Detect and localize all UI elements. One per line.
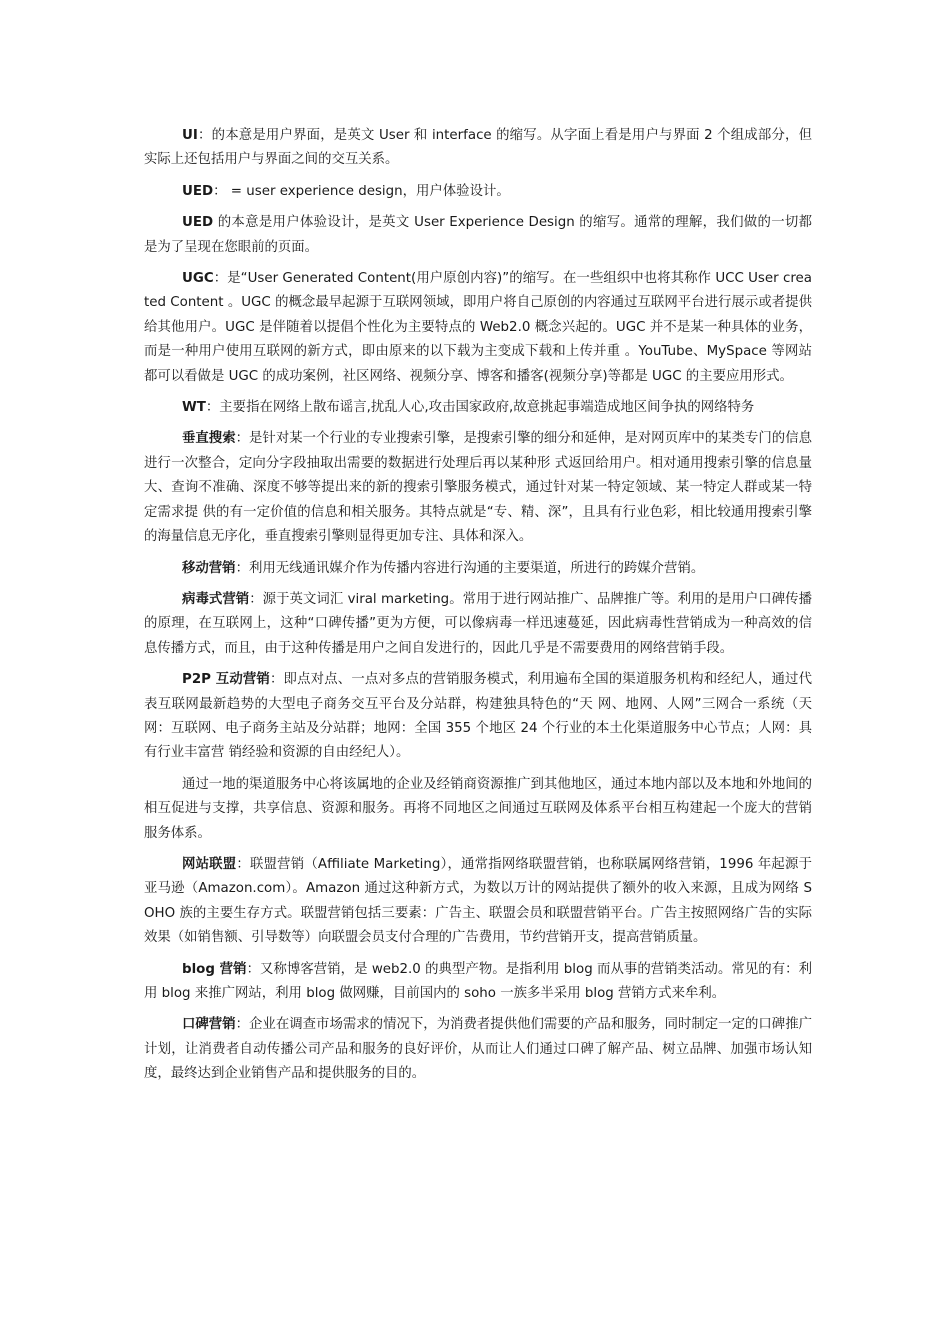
term-label: blog 营销 [182, 961, 247, 977]
term-label: 垂直搜索 [182, 431, 236, 447]
definition-text: ：即点对点、一点对多点的营销服务模式，利用遍布全国的渠道服务机构和经纪人，通过代表互联网最新趋势的大型电子商务交互平台及分站群，构建独具特色的“天 网、地网、人网”三网合一系统（天网：互联网、电子商务主站及分站群；地网：全国 355 个地区 24 个行业的本土化渠道服务中心节点；人网：具有行业丰富营 销经验和资源的自由经纪人）。 [144, 672, 813, 761]
paragraph-blog-marketing [144, 958, 812, 1007]
paragraph-p2p-marketing [144, 668, 812, 766]
term-label: UI [182, 128, 198, 143]
paragraph-word-of-mouth [144, 1013, 812, 1086]
definition-text: ：主要指在网络上散布谣言,扰乱人心,攻击国家政府,故意挑起事端造成地区间争执的网络特务 [205, 400, 755, 416]
term-label: 病毒式营销 [182, 591, 250, 607]
paragraph-mobile-marketing [144, 557, 812, 581]
paragraph-affiliate [144, 853, 812, 951]
definition-text: 通过一地的渠道服务中心将该属地的企业及经销商资源推广到其他地区，通过本地内部以及本地和外地间的相互促进与支撑，共享信息、资源和服务。再将不同地区之间通过互联网及体系平台相互构建起一个庞大的营销服务体系。 [144, 776, 812, 841]
term-label: WT [182, 400, 206, 416]
definition-text: ：的本意是用户界面，是英文 User 和 interface 的缩写。从字面上看是用户与界面 2 个组成部分，但实际上还包括用户与界面之间的交互关系。 [144, 128, 812, 168]
definition-text: ：联盟营销（Affiliate Marketing），通常指网络联盟营销，也称联属网络营销，1996 年起源于亚马逊（Amazon.com）。Amazon 通过这种新方式，为数以万计的网站提供了额外的收入来源，且成为网络 SOHO 族的主要生存方式。联盟营销包括三要素：广告主、联盟会员和联盟营销平台。广告主按照网络广告的实际效果（如销售额、引导数等）向联盟会员支付合理的广告费用，节约营销开支，提高营销质量。 [144, 856, 812, 946]
term-label: P2P 互动营销 [182, 672, 270, 688]
term-label: UED [182, 183, 214, 199]
paragraph-p2p-continued [144, 773, 812, 846]
paragraph-ued-short [144, 180, 812, 204]
definition-text: ：又称博客营销，是 web2.0 的典型产物。是指利用 blog 而从事的营销类活动。常见的有：利用 blog 来推广网站，利用 blog 做网赚，目前国内的 soho 一族多半采用 blog 营销方式来牟利。 [144, 961, 813, 1001]
definition-text: ： = user experience design，用户体验设计。 [213, 183, 510, 199]
paragraph-viral-marketing [144, 588, 812, 661]
document-page [144, 124, 812, 1094]
term-label: UGC [182, 271, 214, 287]
paragraph-ui [144, 124, 812, 173]
paragraph-ued-long [144, 211, 812, 260]
definition-text: ：是针对某一个行业的专业搜索引擎，是搜索引擎的细分和延伸，是对网页库中的某类专门的信息进行一次整合，定向分字段抽取出需要的数据进行处理后再以某种形 式返回给用户。相对通用搜索引擎的信息量大、查询不准确、深度不够等提出来的新的搜索引擎服务模式，通过针对某一特定领域、某一特定人群或某一特定需求提 供的有一定价值的信息和相关服务。其特点就是“专、精、深”，且具有行业色彩，相比较通用搜索引擎的海量信息无序化，垂直搜索引擎则显得更加专注、具体和深入。 [144, 431, 813, 545]
definition-text: ：源于英文词汇 viral marketing。常用于进行网站推广、品牌推广等。利用的是用户口碑传播的原理，在互联网上，这种“口碑传播”更为方便，可以像病毒一样迅速蔓延，因此病毒性营销成为一种高效的信息传播方式，而且，由于这种传播是用户之间自发进行的，因此几乎是不需要费用的网络营销手段。 [144, 591, 813, 656]
definition-text: ：企业在调查市场需求的情况下，为消费者提供他们需要的产品和服务，同时制定一定的口碑推广计划，让消费者自动传播公司产品和服务的良好评价，从而让人们通过口碑了解产品、树立品牌、加强市场认知度，最终达到企业销售产品和提供服务的目的。 [144, 1017, 813, 1082]
paragraph-wt [144, 396, 812, 420]
paragraph-vertical-search [144, 427, 812, 549]
definition-text: 的本意是用户体验设计，是英文 User Experience Design 的缩写。通常的理解，我们做的一切都是为了呈现在您眼前的页面。 [144, 215, 812, 255]
term-label: 网站联盟 [182, 856, 237, 872]
term-label: UED [182, 215, 214, 231]
definition-text: ：是“User Generated Content(用户原创内容)”的缩写。在一些组织中也将其称作 UCC User created Content 。UGC 的概念最早起源于互联网领域，即用户将自己原创的内容通过互联网平台进行展示或者提供给其他用户。UGC 是伴随着以提倡个性化为主要特点的 Web2.0 概念兴起的。UGC 并不是某一种具体的业务，而是一种用户使用互联网的新方式，即由原来的以下载为主变成下载和上传并重 。YouTube、MySpace 等网站都可以看做是 UGC 的成功案例，社区网络、视频分享、博客和播客(视频分享)等都是 UGC 的主要应用形式。 [144, 271, 812, 384]
term-label: 移动营销 [182, 560, 236, 576]
term-label: 口碑营销 [182, 1017, 236, 1033]
paragraph-ugc [144, 267, 812, 389]
definition-text: ：利用无线通讯媒介作为传播内容进行沟通的主要渠道，所进行的跨媒介营销。 [235, 560, 705, 576]
